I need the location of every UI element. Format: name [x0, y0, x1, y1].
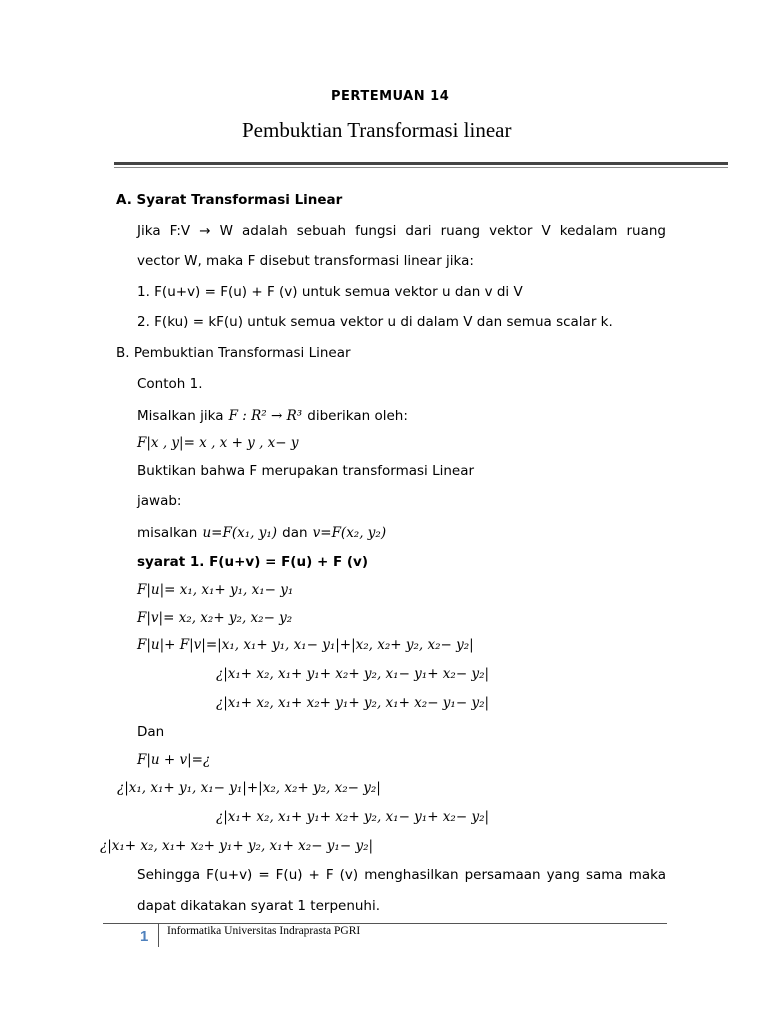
v-definition: v=F(x₂, y₂)	[312, 525, 387, 541]
title-rule-thin	[114, 167, 728, 168]
section-a-heading: A. Syarat Transformasi Linear	[116, 192, 343, 208]
prove-statement: Buktikan bahwa F merupakan transformasi Linear	[137, 463, 475, 479]
let-line	[137, 522, 386, 541]
u-definition: u=F(x₁, y₁)	[202, 525, 278, 541]
equation-fu: F|u|= x₁, x₁+ y₁, x₁− y₁	[137, 582, 294, 598]
section-a-paragraph-line2: vector W, maka F disebut transformasi linear jika:	[137, 253, 474, 269]
let-prefix: misalkan	[137, 525, 198, 541]
condition-item-1: 1. F(u+v) = F(u) + F (v) untuk semua vektor u dan v di V	[137, 284, 523, 300]
equation-fuv-step4: ¿|x₁+ x₂, x₁+ x₂+ y₁+ y₂, x₁+ x₂− y₁− y₂|	[100, 838, 374, 854]
mapping-prefix: Misalkan jika	[137, 408, 224, 424]
equation-fv: F|v|= x₂, x₂+ y₂, x₂− y₂	[137, 610, 293, 626]
equation-fuv: F|u + v|=¿	[137, 752, 211, 768]
dan-label: Dan	[137, 724, 165, 740]
equation-sum: F|u|+ F|v|=|x₁, x₁+ y₁, x₁− y₁|+|x₂, x₂+ y₂, x₂− y₂|	[137, 637, 474, 653]
section-b-heading: B. Pembuktian Transformasi Linear	[116, 345, 351, 361]
equation-fuv-step3: ¿|x₁+ x₂, x₁+ y₁+ x₂+ y₂, x₁− y₁+ x₂− y₂|	[216, 809, 490, 825]
equation-sum-step2: ¿|x₁+ x₂, x₁+ y₁+ x₂+ y₂, x₁− y₁+ x₂− y₂|	[216, 666, 490, 682]
section-a-paragraph-line1: Jika F:V → W adalah sebuah fungsi dari ruang vektor V kedalam ruang	[137, 223, 666, 239]
example-label: Contoh 1.	[137, 376, 203, 392]
condition-1-heading: syarat 1. F(u+v) = F(u) + F (v)	[137, 554, 369, 570]
function-definition: F|x , y|= x , x + y , x− y	[137, 435, 299, 451]
document-title: Pembuktian Transformasi linear	[242, 118, 512, 142]
answer-label: jawab:	[137, 493, 182, 509]
footer-separator	[158, 923, 159, 947]
condition-item-2: 2. F(ku) = kF(u) untuk semua vektor u di dalam V dan semua scalar k.	[137, 314, 613, 330]
page-number: 1	[140, 928, 149, 945]
let-mid: dan	[282, 525, 308, 541]
footer-rule	[103, 923, 667, 924]
footer-text: Informatika Universitas Indraprasta PGRI	[167, 925, 361, 937]
conclusion-line2: dapat dikatakan syarat 1 terpenuhi.	[137, 898, 381, 914]
mapping-formula: F : R² → R³	[228, 408, 303, 424]
conclusion-line1: Sehingga F(u+v) = F(u) + F (v) menghasilkan persamaan yang sama maka	[137, 867, 666, 883]
title-rule	[114, 162, 728, 165]
meeting-label: PERTEMUAN 14	[331, 89, 450, 104]
mapping-line	[137, 405, 408, 424]
equation-sum-step3: ¿|x₁+ x₂, x₁+ x₂+ y₁+ y₂, x₁+ x₂− y₁− y₂|	[216, 695, 490, 711]
mapping-suffix: diberikan oleh:	[307, 408, 408, 424]
equation-fuv-step2: ¿|x₁, x₁+ y₁, x₁− y₁|+|x₂, x₂+ y₂, x₂− y₂|	[117, 780, 381, 796]
